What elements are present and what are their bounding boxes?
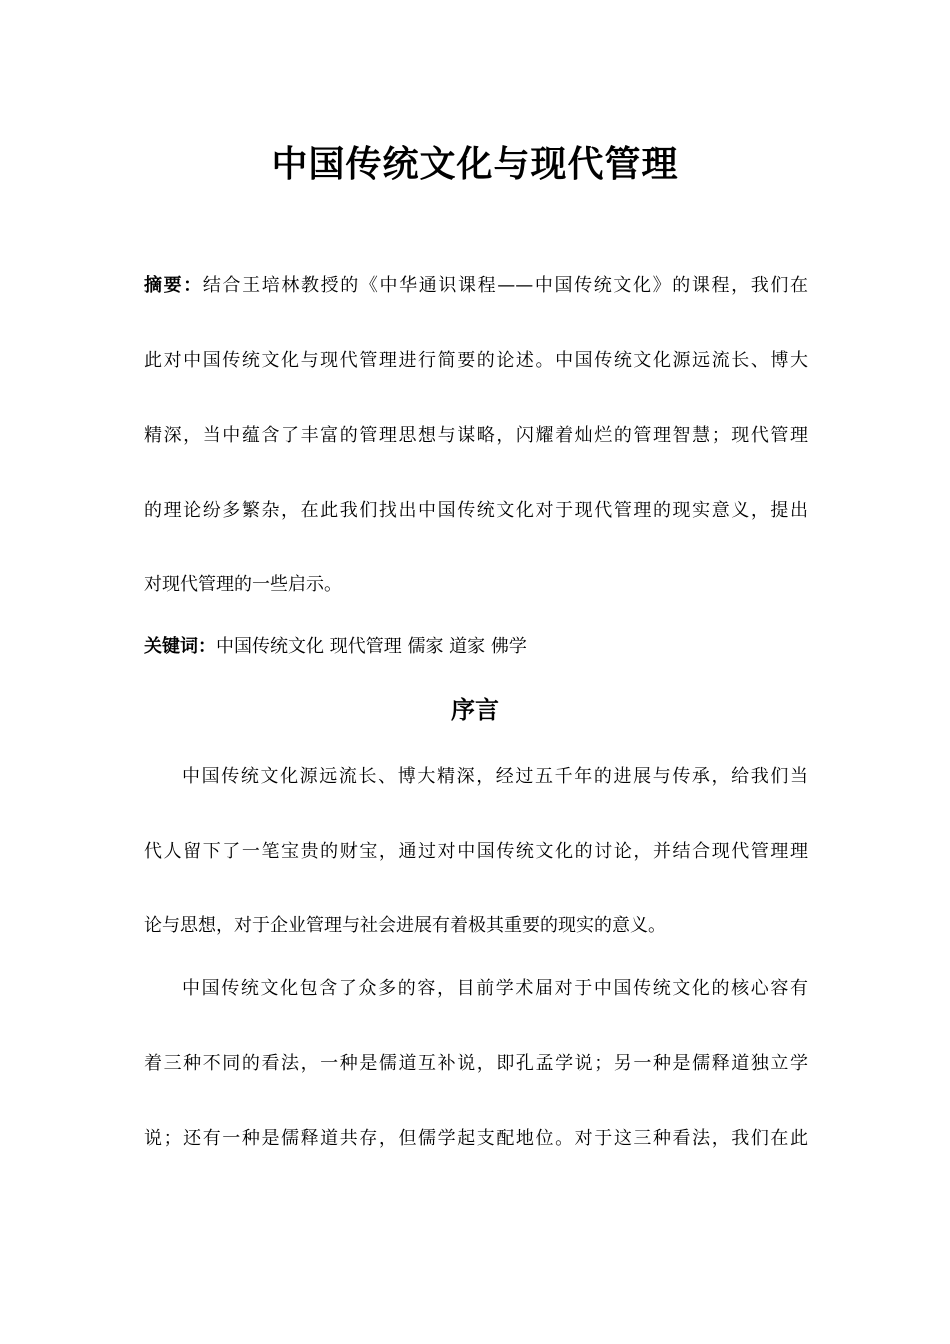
preface-p1-line-3: 论与思想，对于企业管理与社会进展有着极其重要的现实的意义。: [144, 915, 666, 936]
preface-p1-line-2: 代人留下了一笔宝贵的财宝，通过对中国传统文化的讨论，并结合现代管理理: [144, 841, 808, 862]
preface-p2-line-3: 说；还有一种是儒释道共存，但儒学起支配地位。对于这三种看法，我们在此: [144, 1128, 808, 1149]
preface-p2-line-1: 中国传统文化包含了众多的容，目前学术届对于中国传统文化的核心容有: [182, 978, 808, 999]
abstract-line-1: [144, 271, 808, 301]
abstract-label: 摘要：: [144, 275, 203, 296]
document-title: 中国传统文化与现代管理: [271, 144, 679, 185]
abstract-line-4: 的理论纷多繁杂，在此我们找出中国传统文化对于现代管理的现实意义，提出: [144, 500, 808, 521]
abstract-line-5: 对现代管理的一些启示。: [144, 574, 342, 595]
preface-p1-line-1: 中国传统文化源远流长、博大精深，经过五千年的进展与传承，给我们当: [182, 766, 808, 787]
abstract-line-3: 精深，当中蕴含了丰富的管理思想与谋略，闪耀着灿烂的管理智慧；现代管理: [144, 425, 808, 446]
keywords-line: [144, 632, 808, 662]
abstract-text: 结合王培林教授的《中华通识课程——中国传统文化》的课程，我们在: [202, 275, 808, 296]
keywords-label: 关键词：: [144, 636, 216, 657]
abstract-line-2: 此对中国传统文化与现代管理进行简要的论述。中国传统文化源远流长、博大: [144, 350, 808, 371]
preface-p2-line-2: 着三种不同的看法，一种是儒道互补说，即孔孟学说；另一种是儒释道独立学: [144, 1053, 808, 1074]
keywords-text: 中国传统文化 现代管理 儒家 道家 佛学: [216, 636, 527, 657]
preface-heading: 序言: [451, 696, 499, 724]
